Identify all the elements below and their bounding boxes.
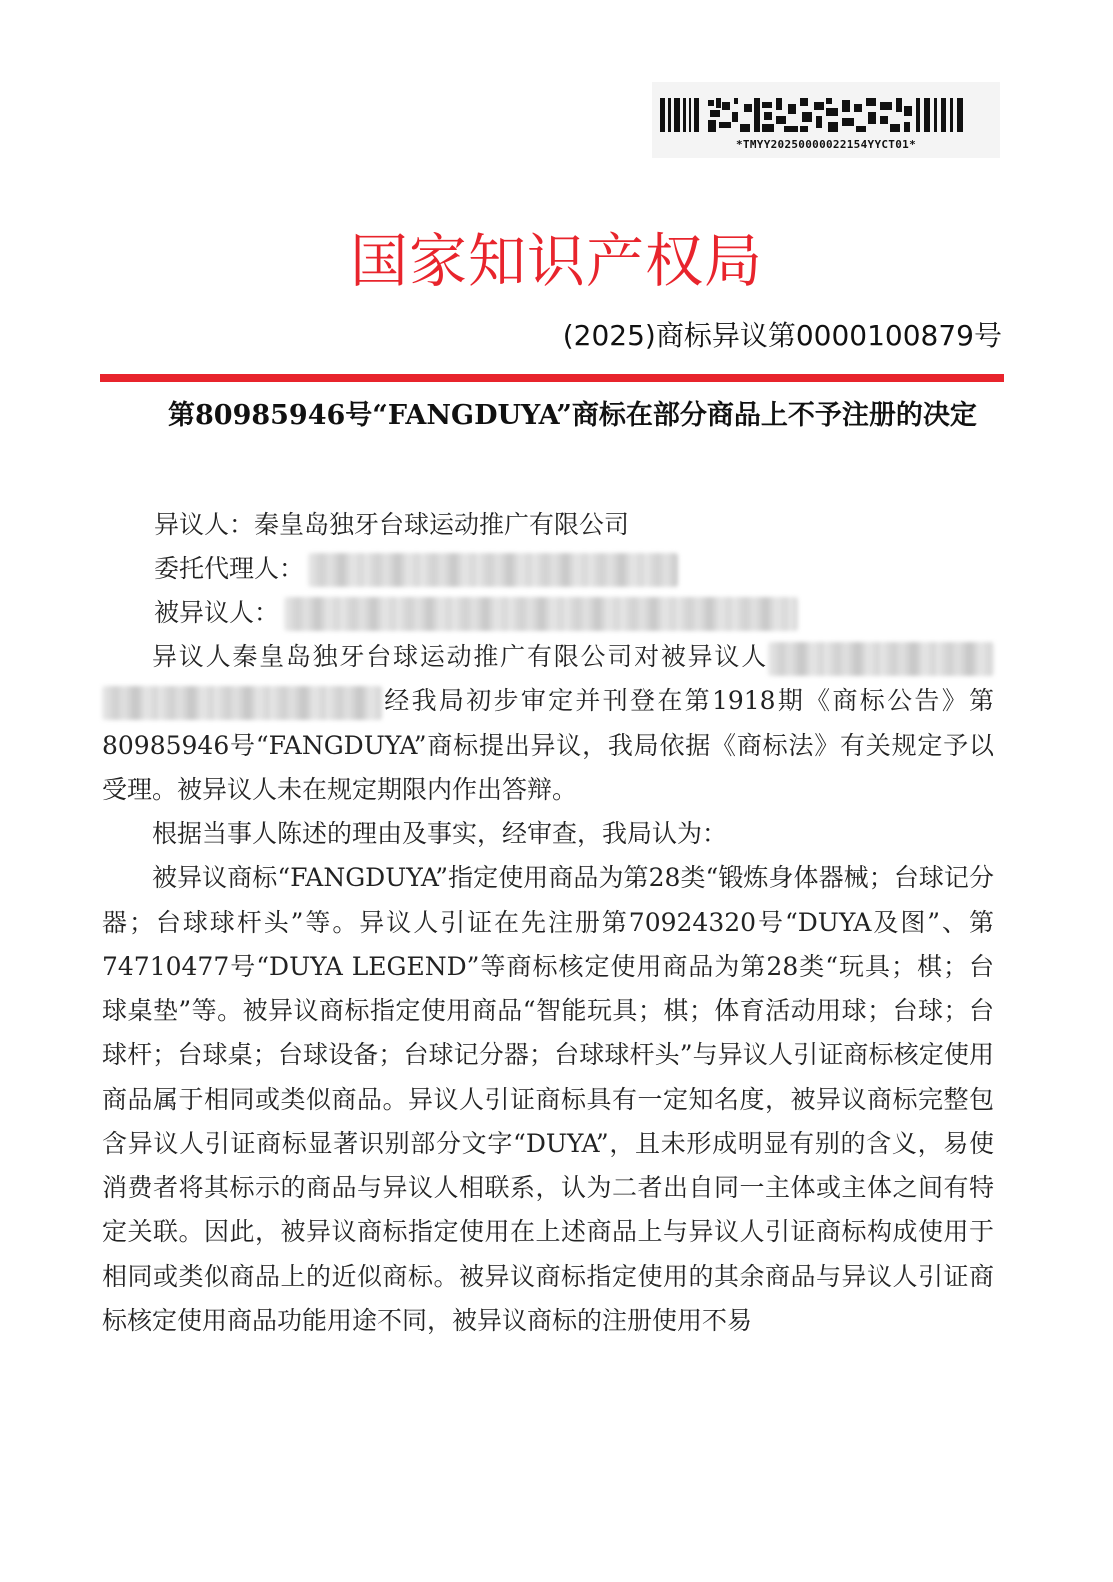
agent-line: [154, 549, 304, 585]
respondent-redaction: [284, 597, 798, 631]
decision-title: 第80985946号“FANGDUYA”商标在部分商品上不予注册的决定: [168, 400, 977, 431]
opponent-line: [154, 505, 629, 541]
agent-label: 委托代理人：: [154, 554, 305, 583]
opponent-name: 秦皇岛独牙台球运动推广有限公司: [254, 510, 630, 539]
paragraph-1-start: 异议人秦皇岛独牙台球运动推广有限公司对被异议人: [152, 642, 768, 671]
barcode-number: *TMYY20250000022154YYCT01*: [736, 138, 916, 151]
body-paragraph-1: [102, 635, 994, 812]
paragraph-1-end: 经我局初步审定并刊登在第1918期《商标公告》第80985946号“FANGDUYA”商标提出异议，我局依据《商标法》有关规定予以受理。被异议人未在规定期限内作出答辩。: [102, 686, 994, 804]
decision-body: [102, 635, 994, 1343]
barcode: [652, 82, 1000, 158]
agency-title: 国家知识产权局: [349, 227, 763, 295]
agent-redaction: [308, 553, 678, 587]
barcode-graphic: [658, 98, 994, 134]
header-divider: [100, 374, 1004, 382]
respondent-name-redaction-2: [102, 686, 382, 720]
body-paragraph-3: 被异议商标“FANGDUYA”指定使用商品为第28类“锻炼身体器械；台球记分器；台球球杆头”等。异议人引证在先注册第70924320号“DUYA及图”、第74710477号“DUYA LEGEND”等商标核定使用商品为第28类“玩具；棋；台球桌垫”等。被异议商标指定使用商品“智能玩具；棋；体育活动用球；台球；台球杆；台球桌；台球设备；台球记分器；台球球杆头”与异议人引证商标核定使用商品属于相同或类似商品。异议人引证商标具有一定知名度，被异议商标完整包含异议人引证商标显著识别部分文字“DUYA”，且未形成明显有别的含义，易使消费者将其标示的商品与异议人相联系，认为二者出自同一主体或主体之间有特定关联。因此，被异议商标指定使用在上述商品上与异议人引证商标构成使用于相同或类似商品上的近似商标。被异议商标指定使用的其余商品与异议人引证商标核定使用商品功能用途不同，被异议商标的注册使用不易: [102, 863, 994, 1335]
body-paragraph-2: 根据当事人陈述的理由及事实，经审查，我局认为：: [152, 819, 728, 848]
respondent-name-redaction-1: [768, 642, 994, 676]
respondent-label: 被异议人：: [154, 598, 280, 627]
document-number: (2025)商标异议第0000100879号: [562, 319, 1002, 352]
respondent-line: [154, 593, 279, 629]
opponent-label: 异议人：: [154, 510, 255, 539]
